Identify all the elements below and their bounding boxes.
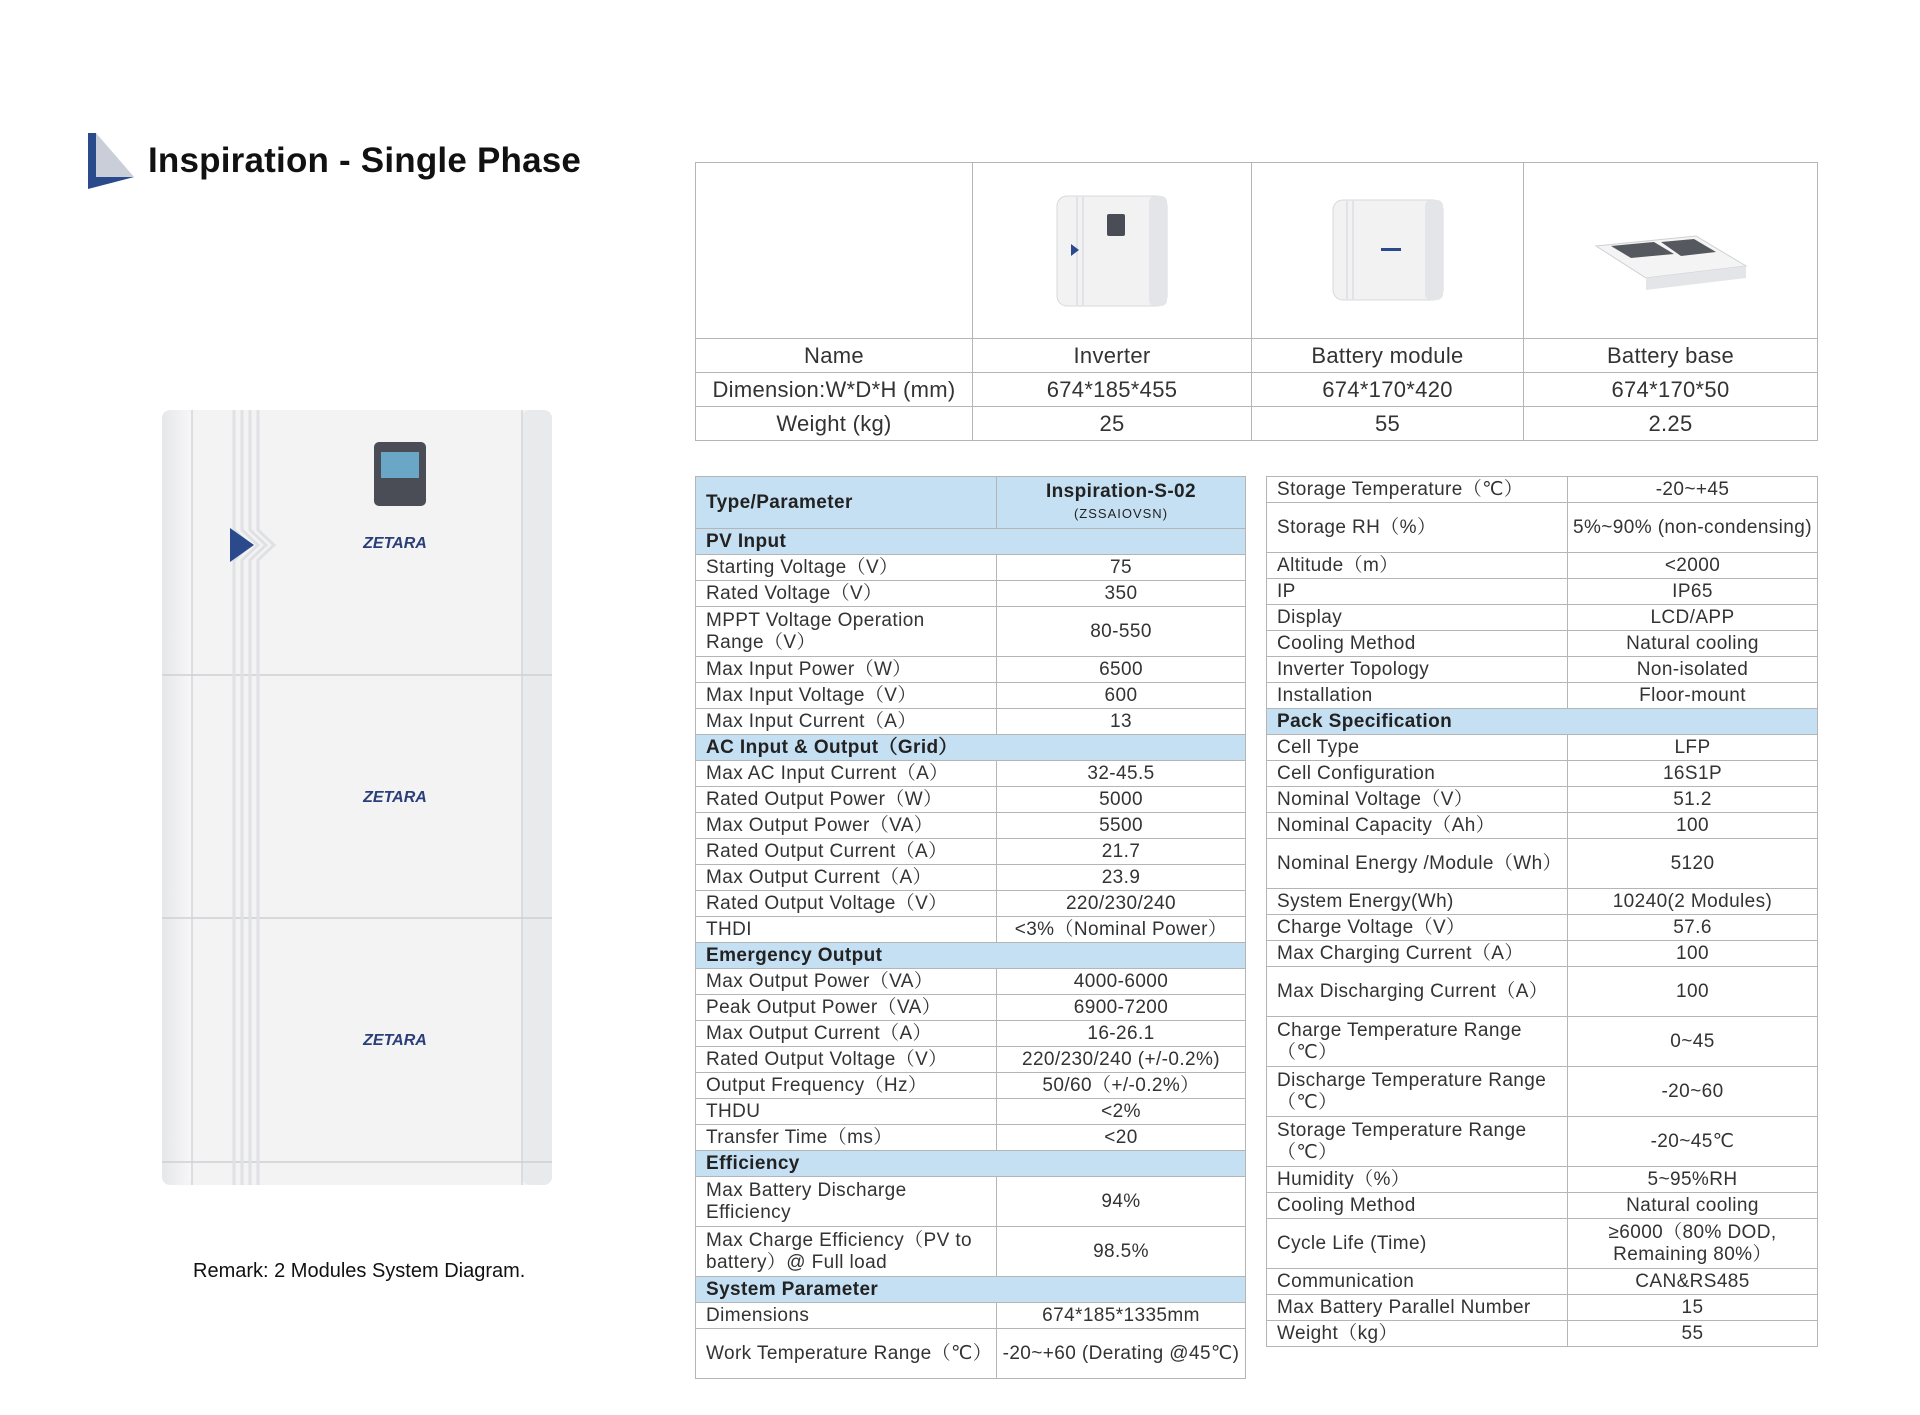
section-title: Efficiency: [696, 1151, 1246, 1177]
table-row: Storage Temperature（℃） -20~+45: [1267, 477, 1818, 503]
table-row: Max Input Voltage（V） 600: [696, 683, 1246, 709]
left-spec-table: [695, 476, 1246, 1379]
type-parameter-header: Type/Parameter: [696, 477, 997, 529]
table-row: Cooling Method Natural cooling: [1267, 1193, 1818, 1219]
table-row: Max Output Power（VA） 5500: [696, 813, 1246, 839]
table-row: Dimensions 674*185*1335mm: [696, 1303, 1246, 1329]
inverter-brand-label: ZETARA: [363, 535, 427, 552]
table-row: Max Output Power（VA） 4000-6000: [696, 969, 1246, 995]
table-row: Discharge Temperature Range（℃） -20~60: [1267, 1067, 1818, 1117]
section-title: Emergency Output: [696, 943, 1246, 969]
table-row: Transfer Time（ms） <20: [696, 1125, 1246, 1151]
model-code: (ZSSAIOVSN): [1073, 505, 1169, 521]
table-row: Work Temperature Range（℃） -20~+60 (Derating @45℃): [696, 1329, 1246, 1379]
table-row: Weight (kg) 25 55 2.25: [696, 407, 1818, 441]
table-row: Max Charging Current（A） 100: [1267, 941, 1818, 967]
table-row: IP IP65: [1267, 579, 1818, 605]
table-row: Weight（kg） 55: [1267, 1321, 1818, 1347]
section-title: AC Input & Output（Grid）: [696, 735, 1246, 761]
table-row: Max Battery Parallel Number 15: [1267, 1295, 1818, 1321]
table-row: Altitude（m） <2000: [1267, 553, 1818, 579]
table-row: Rated Output Power（W） 5000: [696, 787, 1246, 813]
table-row: Communication CAN&RS485: [1267, 1269, 1818, 1295]
table-row: Rated Output Voltage（V） 220/230/240: [696, 891, 1246, 917]
table-row: Rated Output Current（A） 21.7: [696, 839, 1246, 865]
inverter-image: [973, 163, 1252, 339]
table-row: Cell Configuration 16S1P: [1267, 761, 1818, 787]
table-row: Charge Voltage（V） 57.6: [1267, 915, 1818, 941]
battery-module-image: [1252, 163, 1524, 339]
col-header-battery-base: Battery base: [1524, 339, 1818, 373]
table-row: Humidity（%） 5~95%RH: [1267, 1167, 1818, 1193]
table-row: Dimension:W*D*H (mm) 674*185*455 674*170*420 674*170*50: [696, 373, 1818, 407]
table-row: Max Charge Efficiency（PV to battery）@ Full load 98.5%: [696, 1227, 1246, 1277]
table-row: Cooling Method Natural cooling: [1267, 631, 1818, 657]
brand-logo-icon: [88, 133, 134, 189]
product-image: [162, 410, 552, 1185]
table-row: Installation Floor-mount: [1267, 683, 1818, 709]
table-row: Rated Voltage（V） 350: [696, 581, 1246, 607]
battery2-brand-label: ZETARA: [363, 1032, 427, 1049]
col-header-battery-module: Battery module: [1252, 339, 1524, 373]
table-row: Nominal Energy /Module（Wh） 5120: [1267, 839, 1818, 889]
table-row: Storage RH（%） 5%~90% (non-condensing): [1267, 503, 1818, 553]
table-row: Cell Type LFP: [1267, 735, 1818, 761]
battery1-brand-label: ZETARA: [363, 789, 427, 806]
table-row: Max Discharging Current（A） 100: [1267, 967, 1818, 1017]
table-row: Charge Temperature Range（℃） 0~45: [1267, 1017, 1818, 1067]
table-row: Storage Temperature Range（℃） -20~45℃: [1267, 1117, 1818, 1167]
table-row: Peak Output Power（VA） 6900-7200: [696, 995, 1246, 1021]
model-name: Inspiration-S-02: [1046, 480, 1196, 502]
section-title: System Parameter: [696, 1277, 1246, 1303]
table-row: Nominal Voltage（V） 51.2: [1267, 787, 1818, 813]
table-row: THDU <2%: [696, 1099, 1246, 1125]
table-row: Nominal Capacity（Ah） 100: [1267, 813, 1818, 839]
section-title: PV Input: [696, 529, 1246, 555]
table-row: Inverter Topology Non-isolated: [1267, 657, 1818, 683]
table-row: Output Frequency（Hz） 50/60（+/-0.2%）: [696, 1073, 1246, 1099]
remark-text: Remark: 2 Modules System Diagram.: [193, 1260, 526, 1282]
battery-base-image: [1524, 163, 1818, 339]
table-row: Display LCD/APP: [1267, 605, 1818, 631]
right-spec-table: [1266, 476, 1818, 1347]
col-header-name: Name: [696, 339, 973, 373]
page-title: Inspiration - Single Phase: [148, 141, 582, 180]
table-row: THDI <3%（Nominal Power）: [696, 917, 1246, 943]
table-row: Max AC Input Current（A） 32-45.5: [696, 761, 1246, 787]
table-row: Max Input Power（W） 6500: [696, 657, 1246, 683]
table-row: Max Battery Discharge Efficiency 94%: [696, 1177, 1246, 1227]
model-header: [997, 477, 1246, 529]
components-table: [695, 162, 1818, 441]
table-row: Starting Voltage（V） 75: [696, 555, 1246, 581]
col-header-inverter: Inverter: [973, 339, 1252, 373]
section-title: Pack Specification: [1267, 709, 1818, 735]
table-row: Cycle Life (Time) ≥6000（80% DOD, Remaining 80%）: [1267, 1219, 1818, 1269]
page-header: [88, 133, 581, 189]
table-row: System Energy(Wh) 10240(2 Modules): [1267, 889, 1818, 915]
table-row: Max Output Current（A） 23.9: [696, 865, 1246, 891]
table-row: Rated Output Voltage（V） 220/230/240 (+/-0.2%): [696, 1047, 1246, 1073]
table-row: Max Output Current（A） 16-26.1: [696, 1021, 1246, 1047]
table-row: Max Input Current（A） 13: [696, 709, 1246, 735]
table-row: MPPT Voltage Operation Range（V） 80-550: [696, 607, 1246, 657]
